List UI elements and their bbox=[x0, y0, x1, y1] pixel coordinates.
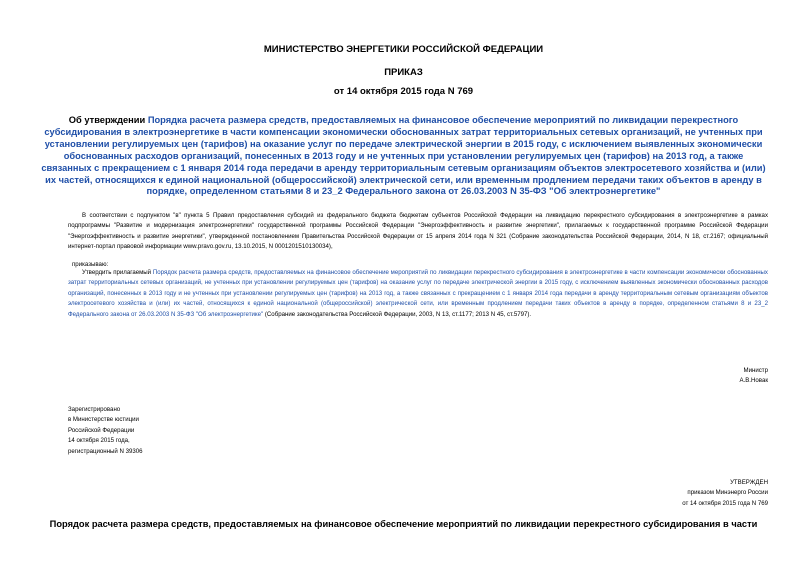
signer-name: А.В.Новак bbox=[739, 377, 768, 385]
date-number: от 14 октября 2015 года N 769 bbox=[333, 86, 474, 97]
doc-type-heading: ПРИКАЗ bbox=[384, 67, 423, 78]
signature-block bbox=[739, 366, 768, 387]
approval-suffix: (Собрание законодательства Российской Федерации, 2003, N 13, ст.1177; 2013 N 45, ст.5797). bbox=[263, 310, 532, 318]
signer-position: Министр bbox=[743, 367, 768, 374]
order-word: приказываю: bbox=[72, 261, 109, 268]
preamble-paragraph: В соответствии с подпунктом "в" пункта 5 Правил предоставления субсидий из федерального бюджета бюджетам субъектов Российской Федерации на ликвидацию перекрестного субсидирования в электроэнергетике в рамках подпрограммы "Развитие и модернизация электроэнергетики" государственной программы Российской Федерации "Энергоэффективность и развитие энергетики", прилагаемых к государственной программе Российской Федерации "Энергоэффективность и развитие энергетики", утвержденной постановлением Правительства Российской Федерации от 15 апреля 2014 года N 321 (Собрание законодательства Российской Федерации, 2014, N 18, ст.2167; официальный интернет-портал правовой информации www.pravo.gov.ru, 13.10.2015, N 0001201510130034), bbox=[68, 212, 768, 251]
document-subject bbox=[40, 115, 767, 198]
approval-line: от 14 октября 2015 года N 769 bbox=[682, 499, 768, 507]
registration-line: в Министерстве юстиции bbox=[68, 416, 139, 424]
approval-stamp bbox=[682, 478, 768, 509]
subject-prefix: Об утверждении bbox=[68, 115, 148, 125]
procedure-title: Порядок расчета размера средств, предоставляемых на финансовое обеспечение мероприятий по ликвидации перекрестного субсидирования в части bbox=[49, 519, 758, 529]
approval-link[interactable]: Порядок расчета размера средств, предоставляемых на финансовое обеспечение мероприятий по ликвидации перекрестного субсидирования в электроэнергетике в части компенсации экономически обоснованных затрат территориальных сетевых организаций, не учтенных при установлении регулируемых цен (тарифов) на оказание услуг по передаче электрической энергии в 2015 году, с исключением выявленных экономически обоснованных расходов организаций, понесенных в 2013 году и не учтенных при установлении регулируемых цен (тарифов) на 2013 год, а также связанных с прекращением с 1 января 2014 года передачи в аренду территориальным сетевым организациям объектов электросетевого хозяйства и (или) их частей, относящихся к единой национальной (общероссийской) электрической сети, или временным продлением передачи таких объектов в аренду в порядке, определенном статьями 8 и 23_2 Федерального закона от 26.03.2003 N 35-ФЗ "Об электроэнергетике" bbox=[68, 269, 768, 318]
approval-prefix: Утвердить прилагаемый bbox=[82, 269, 153, 276]
registration-line: 14 октября 2015 года, bbox=[68, 437, 130, 445]
registration-line: Российской Федерации bbox=[68, 426, 135, 434]
ministry-heading: МИНИСТЕРСТВО ЭНЕРГЕТИКИ РОССИЙСКОЙ ФЕДЕРАЦИИ bbox=[263, 44, 544, 55]
approval-paragraph bbox=[68, 268, 768, 320]
registration-line: регистрационный N 39306 bbox=[68, 447, 143, 455]
approval-line: приказом Минэнерго России bbox=[687, 489, 768, 497]
approval-line: УТВЕРЖДЕН bbox=[730, 479, 768, 486]
registration-block bbox=[68, 405, 143, 457]
registration-line: Зарегистрировано bbox=[68, 406, 121, 413]
subject-link[interactable]: Порядка расчета размера средств, предоставляемых на финансовое обеспечение мероприятий по ликвидации перекрестного субсидирования в электроэнергетике в части компенсации экономически обоснованных затрат территориальных сетевых организаций, не учтенных при установлении регулируемых цен (тарифов) на оказание услуг по передаче электрической энергии в 2015 году, с исключением выявленных экономически обоснованных расходов организаций, понесенных в 2013 году и не учтенных при установлении регулируемых цен (тарифов) на 2013 год, а также связанных с прекращением с 1 января 2014 года передачи в аренду территориальным сетевым организациям объектов электросетевого хозяйства и (или) их частей, относящихся к единой национальной (общероссийской) электрической сети, или временным продлением передачи таких объектов в аренду в порядке, определенном статьями 8 и 23_2 Федерального закона от 26.03.2003 N 35-ФЗ "Об электроэнергетике" bbox=[41, 115, 766, 197]
